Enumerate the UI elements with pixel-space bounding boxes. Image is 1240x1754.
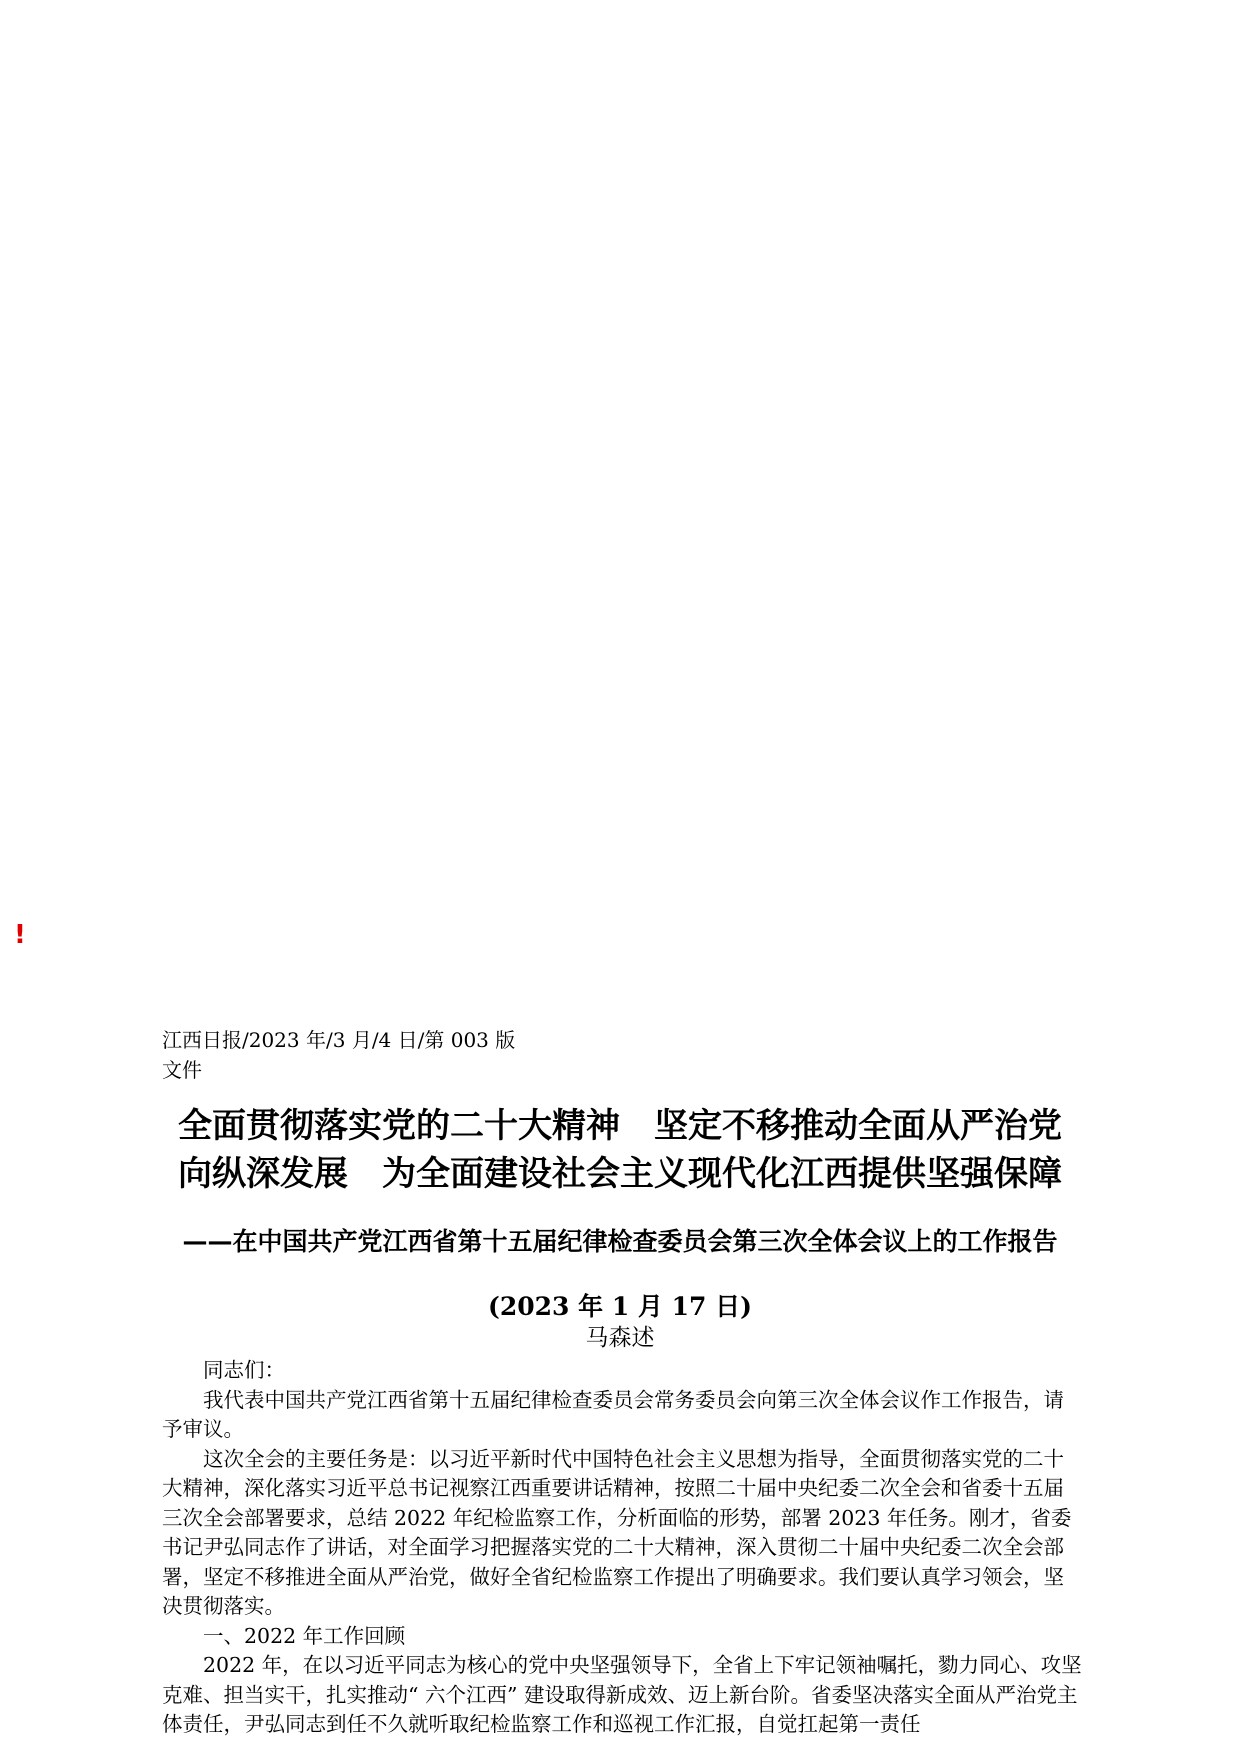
body-paragraph: 2022 年，在以习近平同志为核心的党中央坚强领导下，全省上下牢记领袖嘱托，勠力同心、攻坚克难、担当实干，扎实推动“ 六个江西” 建设取得新成效、迈上新台阶。省委坚决落实全面从严治党主体责任，尹弘同志到任不久就听取纪检监察工作和巡视工作汇报，自觉扛起第一责任 xyxy=(162,1653,1082,1736)
body-paragraph: 我代表中国共产党江西省第十五届纪律检查委员会常务委员会向第三次全体会议作工作报告，请予审议。 xyxy=(162,1387,1064,1441)
salutation-paragraph: 同志们： xyxy=(203,1358,285,1382)
red-exclamation-mark: ! xyxy=(14,920,26,950)
section-heading: 一、2022 年工作回顾 xyxy=(203,1623,406,1648)
body-paragraph: 这次全会的主要任务是：以习近平新时代中国特色社会主义思想为指导，全面贯彻落实党的二十大精神，深化落实习近平总书记视察江西重要讲话精神，按照二十届中央纪委二次全会和省委十五届三次全会部署要求，总结 2022 年纪检监察工作，分析面临的形势，部署 2023 年任务。刚才，省委书记尹弘同志作了讲话，对全面学习把握落实党的二十大精神，深入贯彻二十届中央纪委二次全会部署，坚定不移推进全面从严治党，做好全省纪检监察工作提出了明确要求。我们要认真学习领会，坚决贯彻落实。 xyxy=(162,1446,1072,1618)
newspaper-source-line: 江西日报/2023 年/3 月/4 日/第 003 版文件 xyxy=(162,1028,516,1082)
headline-line-1: 全面贯彻落实党的二十大精神 坚定不移推动全面从严治党 xyxy=(178,1106,1062,1146)
report-body xyxy=(162,1356,1082,1740)
headline xyxy=(150,1102,1090,1198)
report-date: (2023 年 1 月 17 日) xyxy=(488,1292,752,1321)
headline-line-2: 向纵深发展 为全面建设社会主义现代化江西提供坚强保障 xyxy=(178,1154,1062,1194)
author: 马森述 xyxy=(585,1325,655,1351)
subtitle: ——在中国共产党江西省第十五届纪律检查委员会第三次全体会议上的工作报告 xyxy=(182,1227,1058,1256)
